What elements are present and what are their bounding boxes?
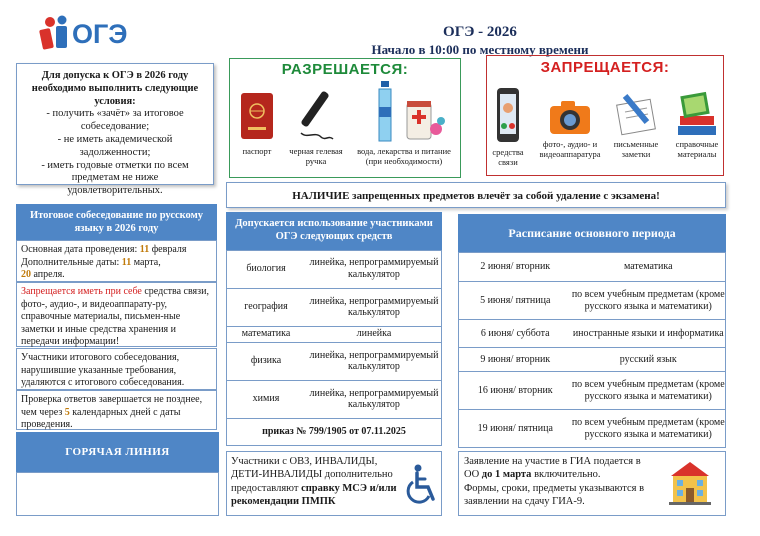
aids-tool: линейка, непрограммируемый калькулятор: [306, 288, 442, 326]
extra-date-1: 11: [121, 256, 132, 268]
condition-line: - иметь годовые отметки по всем предметам не ниже удовлетворительных.: [41, 159, 189, 197]
table-row: [226, 288, 442, 326]
oge-logo: [38, 14, 148, 54]
main-date-label: Основная дата проведения:: [21, 244, 140, 255]
table-row: [226, 326, 442, 342]
schedule-subject: русский язык: [572, 348, 726, 372]
notes-icon: [613, 90, 659, 138]
schedule-day: 16 июня/ вторник: [459, 372, 572, 410]
schedule-day: 2 июня/ вторник: [459, 253, 572, 282]
wheelchair-icon: [405, 464, 439, 504]
interview-dates: [16, 240, 217, 282]
application-deadline: до 1 марта: [481, 469, 532, 481]
aids-subject: география: [226, 288, 306, 326]
allowed-item-label: черная гелевая ручка: [289, 146, 343, 166]
order-reference: приказ № 799/1905 от 07.11.2025: [262, 426, 406, 437]
aids-table: [226, 250, 442, 419]
hotline-body: [16, 472, 219, 516]
application-text-d: Формы, сроки, предметы указываются в заявлении на сдачу ГИА-9.: [464, 482, 645, 508]
extra-date-mid: марта,: [131, 256, 161, 268]
logo-mark: [39, 16, 67, 50]
table-row: [459, 348, 726, 372]
application-text-a: Заявление на участие в ГИА подается в ОО: [464, 456, 641, 481]
check-text-a: Проверка ответов завершается не позднее, чем через: [21, 394, 203, 418]
main-date-num: 11: [139, 244, 150, 255]
aids-subject: математика: [226, 326, 306, 342]
schedule-subject: по всем учебным предметам (кроме русского языка и математики): [572, 372, 726, 410]
table-row: [459, 253, 726, 282]
forbidden-item-phone: [489, 84, 527, 168]
schedule-day: 19 июня/ пятница: [459, 410, 572, 448]
removal-warning: НАЛИЧИЕ запрещенных предметов влечёт за собой удаление с экзамена!: [226, 182, 726, 208]
forbidden-item-books: [669, 88, 725, 160]
extra-date-end: апреля.: [31, 269, 65, 280]
interview-forbidden-red: Запрещается иметь при себе: [21, 286, 142, 297]
admission-conditions: [16, 63, 214, 197]
page-title: ОГЭ - 2026: [443, 24, 517, 40]
table-row: [459, 320, 726, 348]
allowed-item-passport: [232, 87, 282, 157]
books-icon: [674, 88, 720, 138]
table-row: [226, 380, 442, 418]
aids-subject: химия: [226, 380, 306, 418]
extra-dates-label: Дополнительные даты:: [21, 256, 122, 268]
application-note: [458, 451, 726, 516]
extra-date-2: 20: [21, 269, 31, 280]
aids-subject: физика: [226, 342, 306, 380]
schedule-subject: по всем учебным предметам (кроме русского языка и математики): [572, 410, 726, 448]
hotline-head: ГОРЯЧАЯ ЛИНИЯ: [16, 432, 219, 472]
main-date-month: февраля: [149, 244, 187, 255]
schedule-subject: математика: [572, 253, 726, 282]
schedule-subject: иностранные языки и информатика: [572, 320, 726, 348]
phone-icon: [494, 84, 522, 146]
allowed-item-label: паспорт: [242, 146, 272, 156]
aids-tool: линейка, непрограммируемый калькулятор: [306, 342, 442, 380]
forbidden-item-label: письменные заметки: [613, 139, 659, 159]
allowed-label: РАЗРЕШАЕТСЯ:: [281, 61, 409, 78]
aids-head: Допускается использование участниками ОГЭ следующих средств: [226, 212, 442, 250]
application-text-c: включительно.: [531, 469, 601, 481]
forbidden-item-label: средства связи: [492, 147, 524, 167]
aids-tool: линейка, непрограммируемый калькулятор: [306, 250, 442, 288]
condition-line: - не иметь академической задолженности;: [57, 133, 173, 158]
schedule-day: 9 июня/ вторник: [459, 348, 572, 372]
table-row: [226, 342, 442, 380]
schedule-head: Расписание основного периода: [458, 214, 726, 252]
ovz-text-a: Участники с ОВЗ, ИНВАЛИДЫ, ДЕТИ-ИНВАЛИДЫ дополнительно предоставляют: [231, 456, 393, 494]
ovz-note: [226, 451, 442, 516]
allowed-item-pen: [284, 87, 348, 167]
water-medicine-icon: [359, 79, 449, 145]
camera-icon: [547, 98, 593, 138]
school-building-icon: [665, 458, 715, 508]
interview-violators: Участники итогового собеседования, нарушившие указанные требования, удаляются с итогового собеседования.: [16, 348, 217, 390]
table-row: [459, 282, 726, 320]
schedule-day: 5 июня/ пятница: [459, 282, 572, 320]
table-row: [459, 410, 726, 448]
forbidden-item-camera: [533, 98, 607, 160]
allowed-item-water: [348, 79, 460, 167]
pen-icon: [293, 87, 339, 145]
schedule-day: 6 июня/ суббота: [459, 320, 572, 348]
allowed-panel: [229, 58, 461, 178]
check-text-b: календарных дней с даты проведения.: [21, 406, 181, 430]
interview-check: [16, 390, 217, 430]
conditions-head: Для допуска к ОГЭ в 2026 году необходимо выполнить следующие условия:: [31, 70, 199, 107]
schedule-subject: по всем учебным предметам (кроме русского языка и математики): [572, 282, 726, 320]
table-row: [459, 372, 726, 410]
interview-forbidden: [16, 282, 217, 347]
logo-text: ОГЭ: [72, 19, 128, 49]
allowed-item-label: вода, лекарства и питание (при необходимости): [357, 146, 451, 166]
table-row: [226, 250, 442, 288]
forbidden-label: ЗАПРЕЩАЕТСЯ:: [540, 59, 670, 76]
interview-head: Итоговое собеседование по русскому языку в 2026 году: [16, 204, 217, 240]
passport-icon: [237, 87, 277, 145]
aids-tool: линейка, непрограммируемый калькулятор: [306, 380, 442, 418]
forbidden-item-notes: [607, 90, 665, 160]
page-subtitle: Начало в 10:00 по местному времени: [371, 42, 589, 57]
condition-line: - получить «зачёт» за итоговое собеседование;: [46, 108, 184, 133]
forbidden-item-label: справочные материалы: [675, 139, 719, 159]
aids-tool: линейка: [306, 326, 442, 342]
forbidden-item-label: фото-, аудио- и видеоаппаратура: [539, 139, 601, 159]
interview-forbidden-rest: средства связи, фото-, аудио-, и видеоаппарату-ру, справочные материалы, письмен-ные заметки и иные средства хранения и передачи информации!: [21, 286, 209, 347]
schedule-table: [458, 252, 726, 448]
check-num: 5: [64, 406, 70, 418]
aids-subject: биология: [226, 250, 306, 288]
ovz-text-b: справку МСЭ и/или рекомендации ПМПК: [231, 482, 397, 508]
forbidden-panel: [486, 55, 724, 176]
